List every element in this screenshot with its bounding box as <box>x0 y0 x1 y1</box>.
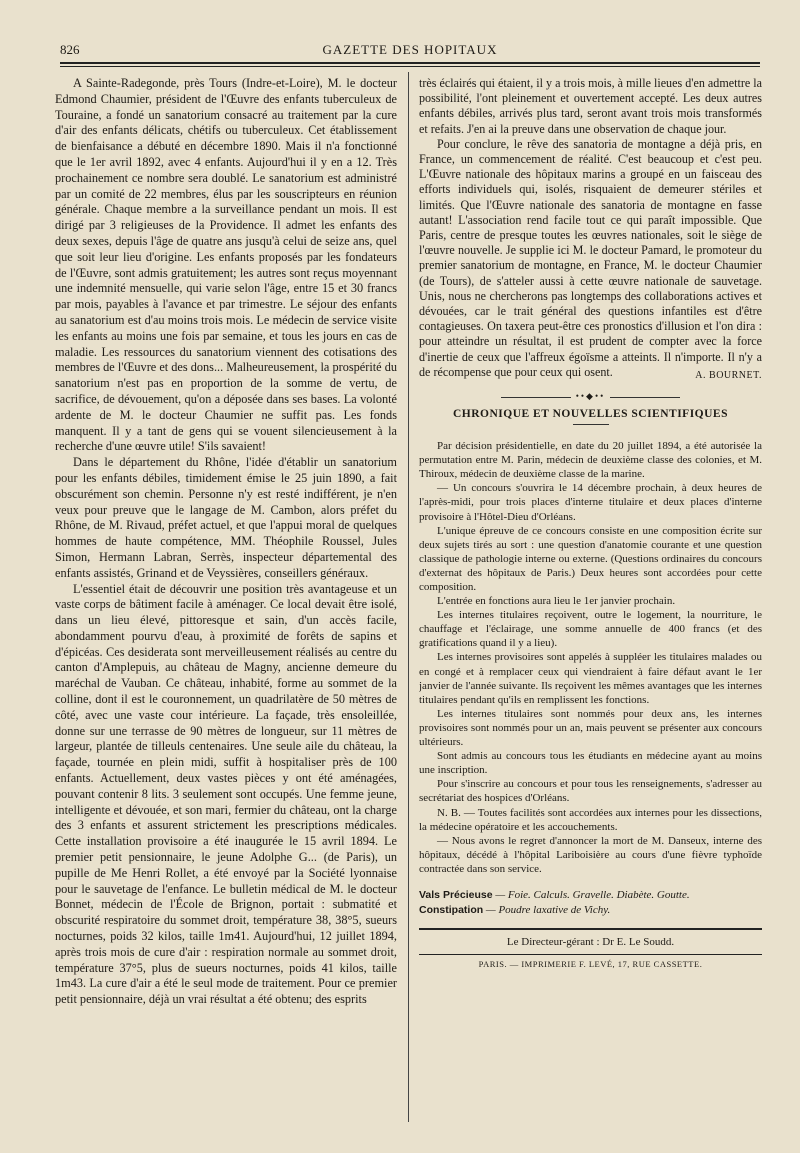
paragraph: Pour conclure, le rêve des sanatoria de montagne a déjà pris, en France, un commencement de réalité. C'est beaucoup et c'est peu. L'Œuvre nationale des hôpitaux marins a groupé en un faisceau des efforts individuels qui, isolés, risquaient de demeurer stériles et limités. Que l'Œuvre nationale des sanatoria de montagne en fasse autant! L'association rend facile tout ce qui paraît impossible. Que Paris, centre de presque toutes les œuvres nationales, soit le siège de l'œuvre nouvelle. Je supplie ici M. le docteur Pamard, le promoteur du premier sanatorium de montagne, en France, M. le docteur Chaumier (de Tours), de s'atteler aussi à cette œuvre nationale de sauvetage. Unis, nous ne chercherons pas longtemps des collaborations actives et dévouées, car le trait général des questions infantiles est d'être contagieuses. On taxera peut-être ces pronostics d'illusion et l'on dira : pour atteindre un résultat, il est prudent de compter avec la force d'inertie de ceux que l'affreux égoïsme a atteints. Il n'importe. Il n'y a de récompense que pour ceux qui osent. <box>419 136 762 379</box>
news-item: Pour s'inscrire au concours et pour tous les renseignements, s'adresser au secrétariat des hospices d'Orléans. <box>419 778 762 805</box>
news-item: L'unique épreuve de ce concours consiste en une composition écrite sur deux sujets tirés au sort : une question d'anatomie courante et une question classique de pathologie interne ou externe. (Questions ordinaires du concours d'externat des hôpitaux de Paris.) Deux heures sont accordées pour cette composition. <box>419 524 762 593</box>
director-line: Le Directeur-gérant : Dr E. Le Soudd. <box>506 935 675 948</box>
header-rule <box>60 62 760 67</box>
footer-rule <box>419 928 762 930</box>
ad-line <box>419 888 762 903</box>
paragraph: très éclairés qui étaient, il y a trois mois, à mille lieues d'en admettre la possibilité, l'ont pleinement et ouvertement accepté. Les deux autres enfants débiles, arrivés plus tard, seront avant trois mois transformés et refaits. J'en ai la preuve dans une observation de chaque jour. <box>419 76 762 136</box>
ornamental-separator: ••◆•• <box>419 391 762 402</box>
news-item: L'entrée en fonctions aura lieu le 1er janvier prochain. <box>437 595 676 608</box>
news-item: Par décision présidentielle, en date du 20 juillet 1894, a été autorisée la permutation entre M. Parin, médecin de deuxième classe des colonies, et M. Thiroux, médecin de deuxième classe de la marine. <box>419 440 762 481</box>
ad-text: — Poudre laxative de Vichy. <box>483 903 611 916</box>
news-item: Sont admis au concours tous les étudiants en médecine ayant au moins une inscription. <box>419 750 762 777</box>
footer-rule <box>419 954 762 955</box>
news-item: Les internes titulaires reçoivent, outre le logement, la nourriture, le chauffage et l'éclairage, une somme annuelle de 400 francs (et des gratifications quand il y a lieu). <box>419 609 762 650</box>
left-column <box>55 76 397 1008</box>
ad-name: Vals Précieuse <box>419 888 493 901</box>
paragraph: L'essentiel était de découvrir une position très avantageuse et un vaste corps de bâtiment facile à aménager. Ce local devait être isolé, dans un lieu élevé, pittoresque et sain, d'un accès facile, abondamment pourvu d'eau, à proximité de forêts de sapins et d'épicéas. Ces desiderata sont merveilleusement réalisés au centre du canton d'Amplepuis, au château de Magny, ancienne demeure du maréchal de Vauban. Ce château, inhabité, forme au sommet de la colline, dont il est le couronnement, un quadrilatère de 50 mètres de côté, avec une vaste cour intérieure. La façade, très ensoleillée, donne sur une terrasse de 90 mètres de longueur, sur 11 mètres de largeur, plantée de tilleuls centenaires. Une seule aile du château, la façade, tournée en plein midi, suffit à hospitaliser près de 100 enfants. Actuellement, deux vastes pièces y ont été aménagées, pouvant contenir 8 lits. 3 seulement sont occupés. Une femme jeune, intelligente et dévouée, et son mari, fermier du château, ont la charge des 3 enfants et assurent strictement les prescriptions médicales. Cette installation provisoire a été inaugurée le 15 avril 1894. Le premier petit pensionnaire, le jeune Adolphe G... (de Paris), un pupille de Me Henri Rollet, a été envoyé par la Société lyonnaise pour le sauvetage de l'enfance. Le bulletin médical de M. le docteur Bonnet, médecin de l'École de Brignon, portait : submatité et obscurité respiratoire du sommet droit, température 38, 38°5, sueurs nocturnes, poids 32 kilos, taille 1m41. Aujourd'hui, 12 juillet 1894, après trois mois de cure d'air : respiration normale au sommet droit, température 37°5, plus de sueurs nocturnes, poids 41 kilos, taille 1m43. La cure d'air a été le seul mode de traitement. Pour ce premier petit pensionnaire, déjà un vrai résultat a été obtenu; des esprits <box>55 581 397 1007</box>
right-column <box>419 76 762 969</box>
ad-name: Constipation <box>419 903 484 916</box>
author-signature: A. BOURNET. <box>695 370 762 382</box>
paragraph: Dans le département du Rhône, l'idée d'établir un sanatorium pour les enfants débiles, timidement émise le 25 juin 1890, a fait obscurément son chemin. Personne n'y est resté indifférent, je n'en veux pour preuve que le langage de M. Cambon, alors préfet du Rhône, de M. Rivaud, préfet actuel, et que l'appui moral de quelques hommes de haute compétence, MM. Théophile Roussel, Jules Simon, Hermann Labran, Serrès, inspecteur départemental des enfants assistés, Grinand et de Veyssières, conseillers généraux. <box>55 455 397 580</box>
news-item: Les internes provisoires sont appelés à suppléer les titulaires malades ou en congé et à remplacer ceux qui viendraient à faire défaut avant le 1er janvier de l'année suivante. Ils reçoivent les mêmes avantages que les internes titulaires pendant qu'ils en remplissent les fonctions. <box>419 651 762 706</box>
ad-line <box>419 903 762 918</box>
column-divider <box>408 72 409 1122</box>
news-item: N. B. — Toutes facilités sont accordées aux internes pour les dissections, la médecine opératoire et les accouchements. <box>419 806 762 833</box>
news-item: Les internes titulaires sont nommés pour deux ans, les internes provisoires sont nommés pour un an, mais peuvent se présenter aux concours ultérieurs. <box>419 707 762 749</box>
running-title: GAZETTE DES HOPITAUX <box>322 42 498 57</box>
section-rule <box>573 424 609 425</box>
chronique-section <box>419 439 762 876</box>
section-title: CHRONIQUE ET NOUVELLES SCIENTIFIQUES <box>452 408 728 421</box>
page-header <box>60 36 760 66</box>
news-item: — Un concours s'ouvrira le 14 décembre prochain, à deux heures de l'après-midi, pour trois places d'interne titulaire et deux places d'interne provisoire à l'Hôtel-Dieu d'Orléans. <box>419 482 762 523</box>
article-continuation <box>419 76 762 383</box>
news-item: — Nous avons le regret d'annoncer la mort de M. Danseux, interne des hôpitaux, décédé à l'hôpital Lariboisière au cours d'une fièvre typhoïde contractée dans son service. <box>419 834 762 875</box>
paragraph: A Sainte-Radegonde, près Tours (Indre-et-Loire), M. le docteur Edmond Chaumier, président de l'Œuvre des enfants tuberculeux de Touraine, a fondé un sanatorium consacré au traitement par la cure d'air des enfants délicats, chétifs ou tuberculeux. Cet établissement de bienfaisance a débuté en décembre 1890. Mais il n'a fonctionné que le 1er avril 1892, avec 4 enfants. Aujourd'hui il y en a 12. Très prochainement ce nombre sera doublé. Le sanatorium est administré par un comité de 22 membres, élus par les souscripteurs en réunion générale. Chaque membre a la surveillance pendant un mois. Il est dirigé par 3 religieuses de la Providence. Il admet les enfants des deux sexes, depuis l'âge de quatre ans jusqu'à celui de seize ans, quel que soit leur lieu d'origine. Les enfants proposés par les fondateurs de l'Œuvre, sont admis gratuitement; les autres sont reçus moyennant une indemnité mensuelle, qui varie selon l'âge, entre 15 et 30 francs par mois, payables à l'avance et par trimestre. Le séjour des enfants au sanatorium est d'au moins trois mois. Le médecin de service visite les enfants au moins une fois par semaine, et tous les jours en cas de maladie. Les ressources du sanatorium viennent des cotisations des membres de l'Œuvre et des dons... Malheureusement, la prospérité du sanatorium n'est pas en proportion de la somme de vertu, de sacrifice, de dévouement, qu'on a déposée dans ses bases. La volonté ardente de M. le docteur Chaumier ne suffit pas. Les fonds manquent. Il y a tant de gens qui se vouent silencieusement à la recherche d'une œuvre utile! S'ils savaient! <box>55 76 397 454</box>
printer-line: PARIS. — IMPRIMERIE F. LEVÉ, 17, RUE CASSETTE. <box>478 958 703 969</box>
advertisements <box>419 888 762 918</box>
page-number: 826 <box>60 42 80 57</box>
ad-text: — Foie. Calculs. Gravelle. Diabète. Goutte. <box>492 888 690 901</box>
